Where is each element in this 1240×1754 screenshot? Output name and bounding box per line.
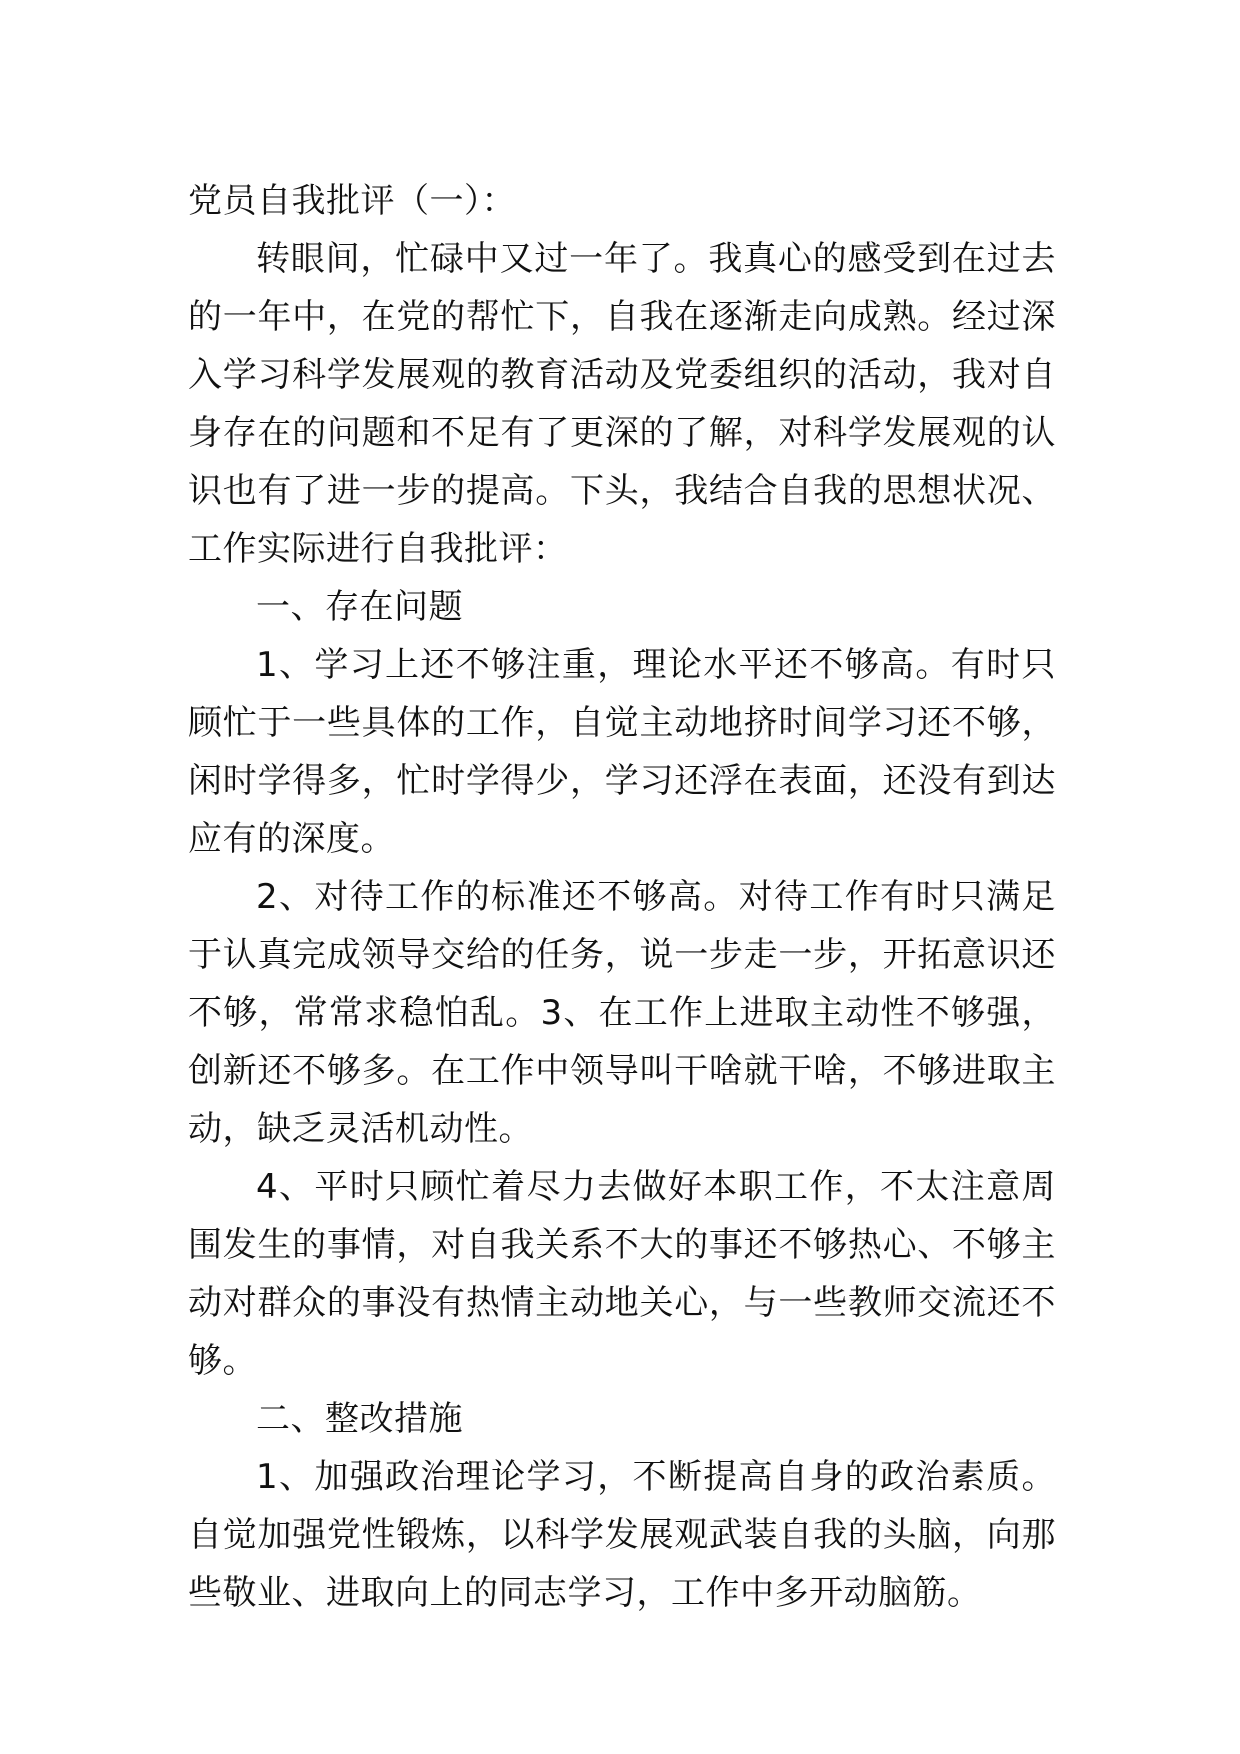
paragraph-problem-1: 1、学习上还不够注重，理论水平还不够高。有时只顾忙于一些具体的工作，自觉主动地挤时间学习还不够，闲时学得多，忙时学得少，学习还浮在表面，还没有到达应有的深度。 (188, 645, 1056, 859)
section-heading-problems: 一、存在问题 (256, 587, 463, 627)
document-body (188, 172, 1056, 1622)
document-title: 党员自我批评（一）： (188, 181, 516, 221)
paragraph-problem-2-3: 2、对待工作的标准还不够高。对待工作有时只满足于认真完成领导交给的任务，说一步走一步，开拓意识还不够，常常求稳怕乱。3、在工作上进取主动性不够强，创新还不够多。在工作中领导叫干啥就干啥，不够进取主动，缺乏灵活机动性。 (188, 877, 1056, 1149)
paragraph-intro: 转眼间，忙碌中又过一年了。我真心的感受到在过去的一年中，在党的帮忙下，自我在逐渐走向成熟。经过深入学习科学发展观的教育活动及党委组织的活动，我对自身存在的问题和不足有了更深的了解，对科学发展观的认识也有了进一步的提高。下头，我结合自我的思想状况、工作实际进行自我批评： (188, 239, 1056, 569)
paragraph-problem-4: 4、平时只顾忙着尽力去做好本职工作，不太注意周围发生的事情，对自我关系不大的事还不够热心、不够主动对群众的事没有热情主动地关心，与一些教师交流还不够。 (188, 1167, 1056, 1381)
section-heading-measures: 二、整改措施 (256, 1399, 463, 1439)
paragraph-measure-1: 1、加强政治理论学习，不断提高自身的政治素质。自觉加强党性锻炼，以科学发展观武装自我的头脑，向那些敬业、进取向上的同志学习，工作中多开动脑筋。 (188, 1457, 1056, 1613)
